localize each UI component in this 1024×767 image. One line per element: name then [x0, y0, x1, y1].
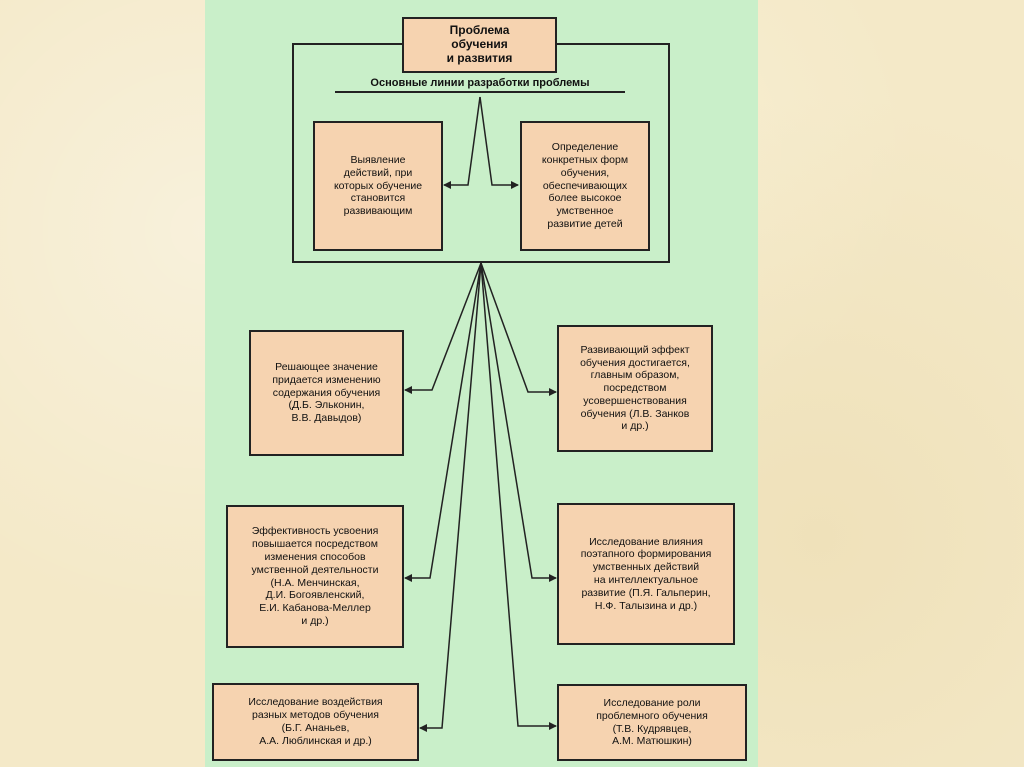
ananyev-box: Исследование воздействия разных методов обучения (Б.Г. Ананьев, А.А. Люблинская и др.) — [212, 683, 419, 761]
zankov-box: Развивающий эффект обучения достигается, главным образом, посредством усовершенствования обучения (Л.В. Занков и др.) — [557, 325, 713, 452]
elkonin-davydov-box: Решающее значение придается изменению содержания обучения (Д.Б. Эльконин, В.В. Давыдов) — [249, 330, 404, 456]
main-lines-heading: Основные линии разработки проблемы — [335, 77, 625, 93]
kudryavtsev-box: Исследование роли проблемного обучения (Т.В. Кудрявцев, А.М. Матюшкин) — [557, 684, 747, 761]
menchinskaya-box: Эффективность усвоения повышается посредством изменения способов умственной деятельности (Н.А. Менчинская, Д.И. Богоявленский, Е.И. Кабанова-Меллер и др.) — [226, 505, 404, 648]
define-forms-box: Определение конкретных форм обучения, обеспечивающих более высокое умственное развитие детей — [520, 121, 650, 251]
problem-title-box: Проблема обучения и развития — [402, 17, 557, 73]
identify-actions-box: Выявление действий, при которых обучение становится развивающим — [313, 121, 443, 251]
galperin-box: Исследование влияния поэтапного формирования умственных действий на интеллектуальное развитие (П.Я. Гальперин, Н.Ф. Талызина и др.) — [557, 503, 735, 645]
